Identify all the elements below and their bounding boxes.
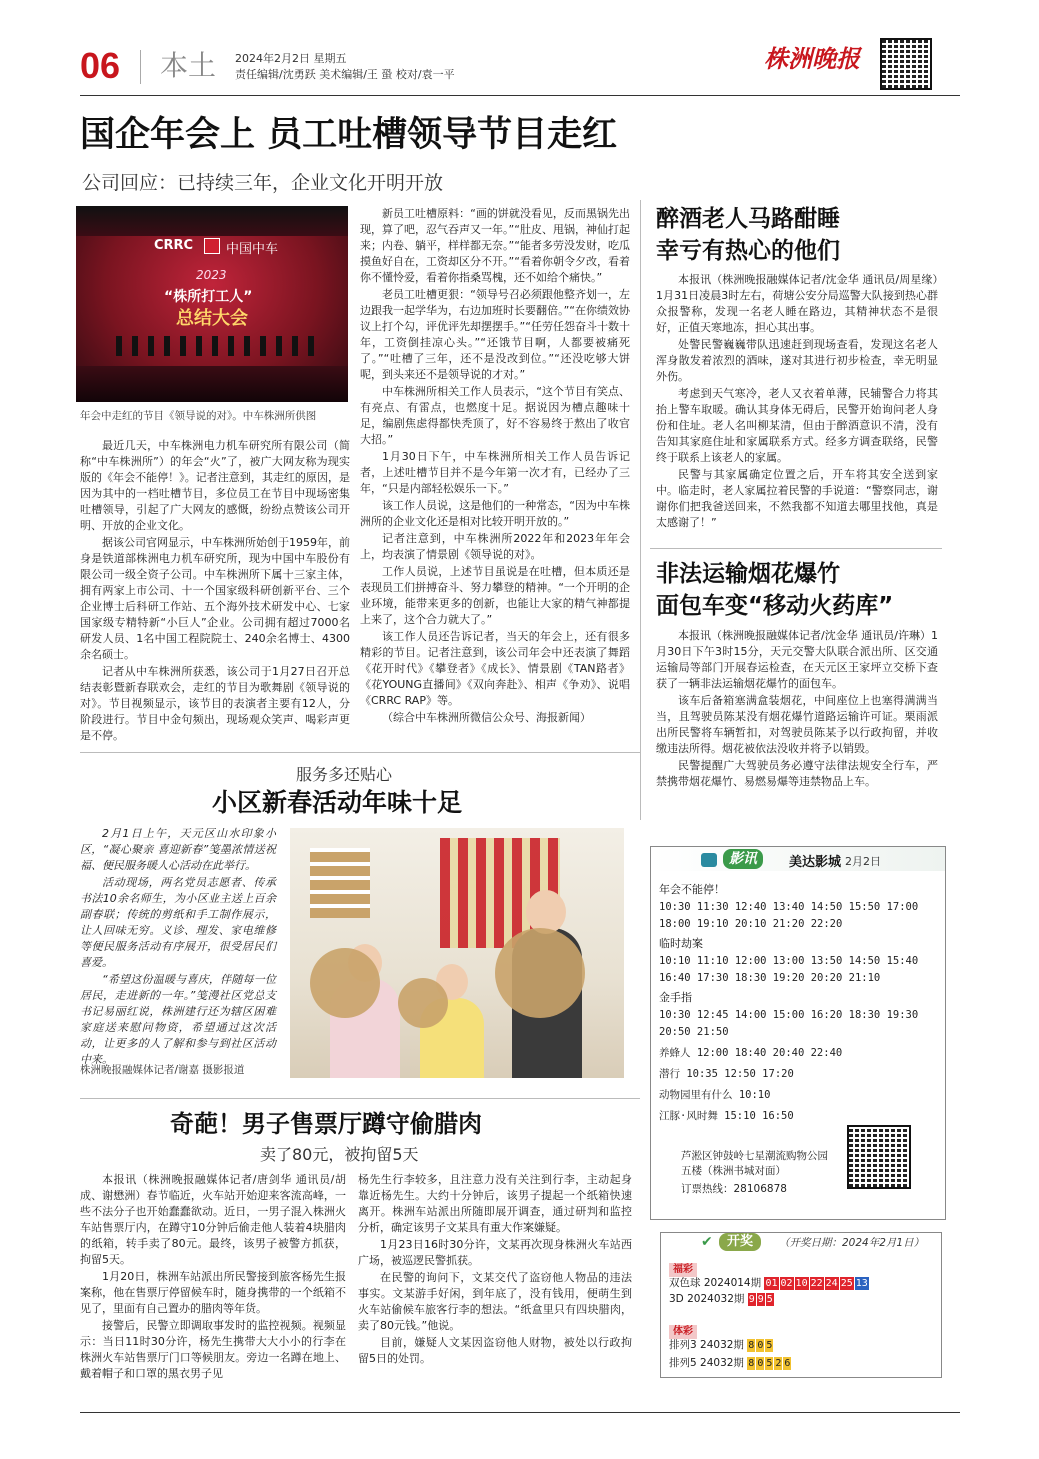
cinema-date: 2月2日 [845, 855, 881, 868]
lead-col2-para: 老员工吐槽更狠：“领导号召必须跟他整齐划一，左边跟我一起学华为，右边加班时长要翻倍。”“在你绩效协议上打个勾，评优评先却摆摆手。”“任劳任怨奋斗十数十年，工资倒挂凉心头。”“还饿节目啊，人都要被痛死了。”“吐槽了三年，还不是没改到位。”“还没吃够大饼呢，到头来还不是领导说的才对。” [360, 288, 630, 381]
drunk-para: 处警民警巍巍带队迅速赶到现场查看，发现这名老人浑身散发着浓烈的酒味，遂对其进行初步检查，幸无明显外伤。 [656, 338, 938, 383]
theft-col1-para: 本报讯（株洲晚报融媒体记者/唐剑华 通讯员/胡成、谢懋洲）春节临近，火车站开始迎来客流高峰，一些不法分子也开始蠢蠢欲动。近日，一男子混入株洲火车站售票厅内，在蹲守10分钟后偷走他人装着4块腊肉的纸箱，转手卖了80元。最终，该男子被警方抓获，拘留5天。 [80, 1173, 346, 1266]
date-line: 2024年2月2日 星期五 [235, 52, 347, 65]
lottery-checkmark-icon: ✔ [701, 1234, 713, 1250]
stage-brand-cn: 中国中车 [226, 242, 279, 257]
lead-col2-para: 新员工吐槽原料：“画的饼就没看见，反而黑锅先出现，算了吧，忍气吞声又一年。”“肚皮、甩锅，神仙打起来；内卷、躺平，样样都无奈。”“能者多劳没发财，吃瓜摸鱼好自在，工资却区分不开。”“看着你朝令夕改，看着你不懂怜爱，看着你指桑骂槐，还不如给个痛快。” [360, 207, 630, 284]
lottery-box [660, 1232, 942, 1378]
lottery-number: 25 [840, 1278, 853, 1289]
film-title: 潜行 [659, 1068, 680, 1080]
lead-col1-para: 据该公司官网显示，中车株洲所始创于1959年，前身是铁道部株洲电力机车研究所，现为中国中车股份有限公司一级全资子公司。中车株洲所下属十三家主体，拥有两家上市公司、十一个国家级科研创新平台、三个企业博士后科研工作站、五个海外技术研发中心、七家国家级专精特新“小巨人”企业。公司拥有超过7000名研发人员、1名中国工程院院士、240余名博士、4300余名硕士。 [80, 536, 350, 661]
masthead-qr-code [880, 38, 932, 90]
film-title: 动物园里有什么 [659, 1089, 733, 1101]
community-credit: 株洲晚报融媒体记者/谢嘉 摄影报道 [80, 1064, 245, 1076]
lottery-issue: 24032期 [700, 1357, 744, 1369]
lead-col2-para: 该工作人员说，这是他们的一种常态，“因为中车株洲所的企业文化还是相对比较开明开放的。” [360, 499, 630, 528]
lottery-number: 5 [766, 1358, 773, 1369]
community-para: “希望这份温暖与喜庆，伴随每一位居民，走进新的一年。”笺漫社区党总支书记易丽红说，株洲建行还为辖区困难家庭送来慰问物资，希望通过这次活动，让更多的人了解和参与到社区活动中来。 [80, 973, 276, 1066]
theft-col2-para: 1月23日16时30分许，文某再次现身株洲火车站西广场，被巡逻民警抓获。 [358, 1238, 632, 1267]
cinema-box [650, 846, 946, 1220]
lead-col2-para: 中车株洲所相关工作人员表示，“这个节目有笑点、有亮点、有雷点，也燃度十足。据说因为槽点趣味十足，编剧焦虑得都快秃顶了，好不容易终于熬出了收官大招。” [360, 385, 630, 446]
theft-col1-para: 1月20日，株洲车站派出所民警接到旅客杨先生报案称，他在售票厅停留候车时，随身携带的一个纸箱不见了，里面有自己置办的腊肉等年货。 [80, 1270, 346, 1315]
community-para: 2月1日上午，天元区山水印象小区，“凝心聚亲 喜迎新春”笺墨浓情送祝福、便民服务暖人心活动在此举行。 [80, 827, 276, 872]
theft-col2-para: 目前，嫌疑人文某因盗窃他人财物，被处以行政拘留5日的处罚。 [358, 1336, 632, 1365]
lottery-number: 5 [766, 1294, 773, 1305]
theft-subhead: 卖了80元，被拘留5天 [260, 1145, 419, 1164]
theft-col2 [358, 1172, 632, 1368]
film-title: 金手指 [659, 991, 692, 1004]
cinema-name: 美达影城 [789, 855, 842, 870]
film-title: 养蜂人 [659, 1047, 691, 1059]
drunk-body [656, 272, 938, 532]
lottery-number: 22 [810, 1278, 823, 1289]
lottery-number: 2 [775, 1358, 782, 1369]
film-title: 年会不能停！ [659, 883, 725, 896]
film-short-row [659, 1087, 939, 1104]
cinema-qr-code [847, 1125, 911, 1189]
page-number: 06 [80, 45, 121, 86]
cinema-address: 芦淞区钟鼓岭七星潮流购物公园五楼（株洲书城对面） [681, 1150, 828, 1177]
lottery-issue: 2024032期 [687, 1293, 745, 1305]
drunk-headline [656, 203, 840, 267]
film-title: 临时劫案 [659, 937, 703, 950]
lottery-issue: 2024014期 [703, 1277, 762, 1289]
lead-headline: 国企年会上 员工吐槽领导节目走红 [80, 115, 618, 155]
drunk-para: 本报讯（株洲晚报融媒体记者/沈金华 通讯员/周星缘）1月31日凌晨3时左右，荷塘公安分局巡警大队接到热心群众报警称，发现一名老人睡在路边，其精神状态不是很好，正值天寒地冻，担心其出事。 [656, 273, 938, 334]
lottery-number: 24 [825, 1278, 838, 1289]
film-times: 10:10 11:10 12:00 13:00 13:50 14:50 15:40 16:40 17:30 18:30 19:20 20:20 21:10 [659, 955, 919, 984]
film-short-row [659, 1108, 939, 1125]
lottery-number: 02 [780, 1278, 793, 1289]
theft-col1-para: 接警后，民警立即调取事发时的监控视频。视频显示：当日11时30分许，杨先生携带大大小小的行李在株洲火车站售票厅门口等候朋友。旁边一名蹲在地上、戴着帽子和口罩的黑衣男子见 [80, 1319, 346, 1380]
drunk-para: 民警与其家属确定位置之后，开车将其安全送到家中。临走时，老人家属拉着民警的手说道：“警察同志，谢谢你们把我爸送回来，不然我都不知道去哪里找他，真是太感谢了！” [656, 468, 938, 529]
community-photo [290, 828, 624, 1078]
film-short-row [659, 1066, 939, 1083]
lottery-name: 3D [669, 1293, 684, 1305]
fireworks-para: 民警提醒广大驾驶员务必遵守法律法规安全行车，严禁携带烟花爆竹、易燃易爆等违禁物品上车。 [656, 759, 938, 788]
theft-headline: 奇葩！男子售票厅蹲守偷腊肉 [170, 1109, 482, 1138]
lead-col2-para: 1月30日下午，中车株洲所相关工作人员告诉记者，上述吐槽节目并不是今年第一次才有，已经办了三年，“只是内部轻松娱乐一下。” [360, 450, 630, 495]
lottery-number: 01 [765, 1278, 778, 1289]
fireworks-para: 该车后备箱塞满盒装烟花，中间座位上也塞得满满当当，且驾驶员陈某没有烟花爆竹道路运输许可证。栗雨派出所民警将车辆暂扣，对驾驶员陈某予以行政拘留，并收缴违法所得。烟花被依法没收并将予以销毁。 [656, 694, 938, 755]
lottery-number: 9 [748, 1294, 755, 1305]
lead-col2-para: 工作人员说，上述节目虽说是在吐槽，但本质还是表现员工们拼搏奋斗、努力攀登的精神。“一个开明的企业环境，能带来更多的创新，也能让大家的精气神都提上来了，这个合力就大了。” [360, 565, 630, 626]
lottery-date: （开奖日期：2024年2月1日） [779, 1237, 925, 1249]
lead-col2-para: 记者注意到，中车株洲所2022年和2023年年会上，均表演了情景剧《领导说的对》。 [360, 532, 630, 561]
theft-col2-para: 杨先生行李较多，且注意力没有关注到行李，主动起身靠近杨先生。大约十分钟后，该男子提起一个纸箱快速离开。株洲车站派出所随即展开调查，通过研判和监控分析，确定该男子文某具有重大作案嫌疑。 [358, 1173, 632, 1234]
lottery-number: 13 [855, 1278, 868, 1289]
film-times: 10:10 [738, 1089, 771, 1101]
stage-brand-en: CRRC [154, 238, 194, 253]
lead-col2-source: （综合中车株洲所微信公众号、海报新闻） [382, 711, 591, 724]
lottery-issue: 24032期 [700, 1339, 744, 1351]
community-para: 活动现场，两名党员志愿者、传承书法10余名师生，为小区业主送上百余副春联；传统的剪纸和手工制作展示，让人回味无穷。义诊、理发、家电维修等便民服务活动有序展开，很受居民们喜爱。 [80, 876, 276, 969]
drunk-para: 考虑到天气寒冷，老人又衣着单薄，民辅警合力将其抬上警车取暖。确认其身体无碍后，民警开始询问老人身份和住址。老人名叫柳某清，但由于醉酒意识不清，没有告知其家庭住址和家属联系方式。经多方调查联络，民警终于联系上该老人的家属。 [656, 387, 938, 464]
lottery-row [669, 1291, 775, 1307]
film-times: 10:35 12:50 17:20 [686, 1068, 794, 1080]
community-body [80, 826, 276, 1069]
lead-col2-para: 该工作人员还告诉记者，当天的年会上，还有很多精彩的节目。记者注意到，该公司年会中还表演了舞蹈《花开时代》《攀登者》《成长》、情景剧《TAN路者》《花YOUNG直播间》《双向奔赴》、相声《争劝》、说唱《CRRC RAP》等。 [360, 630, 630, 707]
fireworks-headline [656, 558, 893, 622]
film-times: 12:00 18:40 20:40 22:40 [696, 1047, 843, 1059]
lottery-name: 双色球 [669, 1277, 701, 1289]
lottery-number: 5 [766, 1340, 773, 1351]
lottery-row [669, 1337, 774, 1353]
community-headline: 小区新春活动年味十足 [212, 788, 463, 817]
lead-col1-para: 记者从中车株洲所获悉，该公司于1月27日召开总结表彰暨新春联欢会，走红的节目为歌舞剧《领导说的对》。节目视频显示，该节目的表演者主要有12人，分阶段进行。节目中金句频出，现场观众笑声、喝彩声更是不停。 [80, 665, 350, 742]
drunk-headline-line1: 醉酒老人马路酣睡 [656, 206, 840, 232]
film-short-row [659, 1045, 939, 1062]
lottery-number: 9 [757, 1294, 764, 1305]
drunk-headline-line2: 幸亏有热心的他们 [656, 238, 840, 264]
stage-year: 2023 [196, 268, 227, 282]
lottery-number: 0 [757, 1340, 764, 1351]
lead-col2 [360, 206, 630, 727]
theft-col1 [80, 1172, 346, 1383]
film-title: 江豚·风时舞 [659, 1110, 718, 1122]
editors-line: 责任编辑/沈勇跃 美术编辑/王 蛩 校对/袁一平 [235, 68, 455, 81]
film-times: 10:30 11:30 12:40 13:40 14:50 15:50 17:00 18:00 19:10 20:10 21:20 22:20 [659, 901, 919, 930]
lottery-name: 排列3 [669, 1339, 697, 1351]
welfare-label: 福彩 [669, 1263, 697, 1277]
fireworks-headline-line2: 面包车变“移动火药库” [656, 593, 894, 619]
lead-photo-caption: 年会中走红的节目《领导说的对》。中车株洲所供图 [80, 410, 317, 422]
sports-label: 体彩 [669, 1325, 697, 1339]
stage-title-2: 总结大会 [176, 308, 248, 329]
cinema-tag: 影讯 [723, 849, 763, 869]
lottery-row [669, 1275, 870, 1291]
stage-title-1: “株所打工人” [164, 289, 253, 305]
cinema-phone: 订票热线：28106878 [681, 1183, 787, 1195]
film-times: 15:10 16:50 [724, 1110, 794, 1122]
lottery-number: 8 [748, 1358, 755, 1369]
theft-col2-para: 在民警的询问下，文某交代了盗窃他人物品的违法事实。文某游手好闲，到年底了，没有钱用，便萌生到火车站偷候车旅客行李的想法。“纸盒里只有四块腊肉，卖了80元钱。”他说。 [358, 1271, 632, 1332]
lottery-name: 排列5 [669, 1357, 697, 1369]
lottery-number: 6 [784, 1358, 791, 1369]
lead-photo [76, 206, 348, 402]
lead-subhead: 公司回应：已持续三年，企业文化开明开放 [82, 172, 444, 194]
lead-col1-para: 最近几天，中车株洲电力机车研究所有限公司（简称“中车株洲所”）的年会“火”了，被广大网友称为现实版的《年会不能停！》。记者注意到，其走红的原因，是因为其中的一档吐槽节目，多位员工在节目中现场密集吐槽领导，引起了广大网友的感慨，纷纷点赞该公司开明、开放的企业文化。 [80, 439, 350, 532]
film-reel-icon [701, 853, 717, 867]
lottery-tag: 开奖 [719, 1233, 761, 1251]
lottery-row [669, 1355, 792, 1371]
lottery-number: 10 [795, 1278, 808, 1289]
fireworks-para: 本报讯（株洲晚报融媒体记者/沈金华 通讯员/许琳）1月30日下午3时15分，天元交警大队联合派出所、区交通运输局等部门开展春运检查，在天元区王家坪立交桥下查获了一辆非法运输烟花爆竹的面包车。 [656, 629, 938, 690]
fireworks-body [656, 628, 938, 791]
lottery-number: 8 [748, 1340, 755, 1351]
lead-col1 [80, 438, 350, 745]
film-times: 10:30 12:45 14:00 15:00 16:20 18:30 19:30 20:50 21:50 [659, 1009, 919, 1038]
community-kicker: 服务多还贴心 [296, 765, 393, 784]
masthead-logo: 株洲晚报 [764, 44, 860, 73]
fireworks-headline-line1: 非法运输烟花爆竹 [656, 561, 840, 587]
section-name: 本土 [160, 49, 217, 82]
lottery-number: 0 [757, 1358, 764, 1369]
